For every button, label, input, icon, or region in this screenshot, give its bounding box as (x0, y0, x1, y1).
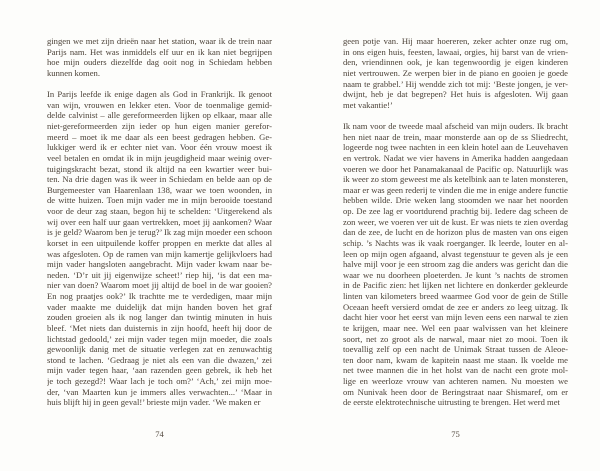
text-line: lige en weerloze vrouw van achteren namen. Nu moesten we (343, 376, 568, 386)
page-number-left: 74 (155, 429, 164, 439)
text-line: mijn vader hangsloten aangebracht. Mijn vader kwam naar be- (47, 259, 272, 270)
text-line: Parijs nam. Het was inmiddels elf uur en ik kan niet begrijpen (47, 46, 272, 57)
text-line: hen niet naar de trein, maar monsterde aan op de ss Sliedrecht, (343, 131, 568, 142)
text-line: de eerste elektrotechnische uitrusting te brengen. Het werd met (343, 397, 560, 408)
text-line: dwijnt, heb je dat begrepen? Het huis is afgesloten. Wij gaan (343, 89, 568, 100)
text-line: toevallig zelf op een nacht de Unimak Straat tussen de Aleoe- (343, 344, 568, 355)
text-line: om Nunivak heen door de Beringstraat naar Shismaref, om er (343, 386, 568, 397)
text-line: dacht hier voor het eerst van mijn leven eens een narwal te zien (343, 312, 568, 323)
text-line: op. De zee lag er voortdurend prachtig bij. Iedere dag scheen de (343, 206, 568, 216)
text-line: waar we nu doorheen ploeterden. Je kunt ’s nachts de stromen (343, 269, 568, 280)
text-line: hoe mijn ouders diezelfde dag ooit nog in Schiedam hebben (47, 57, 272, 68)
text-line: voor de deur zag staan, begon hij te schelden: ‘Uitgerekend als (47, 206, 272, 216)
paragraph (47, 89, 272, 408)
text-line: gingen we met zijn drieën naar het station, waar ik de trein naar (47, 36, 272, 46)
text-line: meerd – moet ik me daar als een beest gedragen hebben. Ge- (47, 131, 272, 142)
paragraph (343, 121, 568, 408)
book-page-right (343, 36, 568, 456)
text-line: veel betalen en omdat ik in mijn jeugdigheid maar weinig over- (47, 152, 272, 163)
text-line: schip. ’s Nachts was ik vaak roerganger. Ik leerde, louter en al- (343, 237, 568, 248)
text-line: mijn vader tegen haar, ‘aan razenden geen gebrek, ik heb het (47, 365, 272, 376)
text-line: den, vriendinnen ook, je kan tegenwoordig je eigen kinderen (343, 57, 568, 68)
text-line: kunnen komen. (47, 67, 100, 78)
text-line: leen op mijn ogen afgaand, alvast tegenstuur te geven als je een (343, 248, 568, 259)
text-line: zouden groeien als ik nog langer dan twintig minuten in huis (47, 312, 272, 323)
text-line: tuigingskracht bezat, stond ik altijd na een kwartier weer bui- (47, 163, 272, 174)
text-line: en vertrok. Nadat we vier havens in Amerika hadden aangedaan (343, 152, 568, 163)
text-line: lichtstad gedoold,’ zei mijn vader tegen mijn moeder, die zoals (47, 333, 272, 344)
text-line: van wijn, vrouwen en lekker eten. Voor de toenmalige gemid- (47, 99, 272, 110)
text-line: stond te lachen. ‘Gedraag je niet als een van die dwazen,’ zei (47, 354, 272, 365)
text-line: gewoonlijk danig met de situatie verlegen zat en zenuwachtig (47, 344, 272, 355)
text-line: huis blijft hij in geen geval!’ brieste mijn vader. ‘We maken er (47, 397, 261, 408)
text-line: je toch gezegd?! Waar lach je toch om?’ ‘Ach,’ zei mijn moe- (47, 376, 272, 386)
text-line: met vakantie!’ (343, 99, 393, 110)
text-line: In Parijs leefde ik enige dagen als God in Frankrijk. Ik genoot (47, 89, 272, 100)
text-line: hebben wilde. Drie weken lang stoomden we naar het noorden (343, 195, 568, 206)
text-line: nier van doen? Waarom moet jij altijd de boel in de war gooien? (47, 280, 272, 291)
text-line: in de Pacific zien: het lijken net lichtere en donkerder gekleurde (343, 280, 568, 291)
text-line: de witte huizen. Toen mijn vader me in mijn berooide toestand (47, 195, 272, 206)
text-line: geen potje van. Hij maar hoereren, zeker achter onze rug om, (343, 36, 568, 46)
text-line: delde calvinist – alle gereformeerden lijken op elkaar, maar alle (47, 110, 272, 121)
text-line: ik weer zo stom geweest me als ketelbink aan te laten monsteren, (343, 174, 568, 185)
paragraph (343, 36, 568, 110)
text-line: wij over een half uur gaan vertrekken, moet jij aankomen? Waar (47, 216, 272, 227)
text-line: ten door nam, kwam de kapitein naast me staan. Ik voelde me (343, 354, 568, 365)
text-line: was afgesloten. Op de ramen van mijn kamertje gelijkvloers had (47, 248, 272, 259)
text-line: bleef. ‘Met niets dan duisternis in zijn hoofd, heeft hij door de (47, 322, 272, 333)
text-line: lukkiger werd ik er echter niet van. Voor één vrouw moest ik (47, 142, 272, 153)
text-line: der, ‘van Maarten kun je immers alles verwachten...’ ‘Maar in (47, 386, 272, 397)
text-line: zon weer, we voeren ver uit de kust. Er was niets te zien overdag (343, 216, 568, 227)
text-line: En nog praatjes ook?’ Ik trachtte me te verdedigen, maar mijn (47, 291, 272, 301)
text-line: vader maakte me duidelijk dat mijn handen boven het graf (47, 301, 272, 312)
text-line: niet vertrouwen. Ze werpen bier in de piano en gooien je goede (343, 67, 568, 78)
paragraph (47, 36, 272, 79)
text-line: in ons eigen huis, feesten, lawaai, orgies, hij barst van de vrien- (343, 46, 568, 57)
text-line: naam te grabbel.’ Hij wendde zich tot mij: ‘Beste jongen, je ver- (343, 78, 568, 89)
text-line: linten van kilometers breed waarmee God voor de gein de Stille (343, 291, 568, 301)
page-number-right: 75 (451, 429, 460, 439)
text-line: maar er was geen rederij te vinden die me in enige andere functie (343, 184, 568, 195)
text-line: korset in een uitpuilende koffer proppen en merkte dat alles al (47, 237, 272, 248)
text-line: te krijgen, maar nee. Wel een paar walvissen van het kleinere (343, 322, 568, 333)
page-text-left (47, 36, 272, 408)
text-line: is je geld? Waarom ben je terug?’ Ik zag mijn moeder een schoon (47, 227, 272, 238)
text-line: soort, net zo groot als de narwal, maar niet zo mooi. Toen ik (343, 333, 568, 344)
text-line: Ik nam voor de tweede maal afscheid van mijn ouders. Ik bracht (343, 121, 568, 131)
text-line: logeerde nog twee nachten in een klein hotel aan de Leuvehaven (343, 142, 568, 153)
book-page-left (47, 36, 272, 456)
text-line: halve mijl voor je een stroom zag die anders was gericht dan die (343, 259, 568, 270)
text-line: niet-gereformeerden zijn ieder op hun eigen manier gerefor- (47, 121, 272, 131)
text-line: neden. ‘D’r uit jij eigenwijze scheet!’ riep hij, ‘is dat een ma- (47, 269, 272, 280)
text-line: net twee mannen die in het holst van de nacht een grote mol- (343, 365, 568, 376)
text-line: dan de zee, de lucht en de horizon plus de masten van ons eigen (343, 227, 568, 238)
text-line: voeren we door het Panamakanaal de Pacific op. Natuurlijk was (343, 163, 568, 174)
text-line: Burgemeester van Haarenlaan 138, waar we toen woonden, in (47, 184, 272, 195)
page-text-right (343, 36, 568, 408)
text-line: Oceaan heeft versierd omdat de zee er anders zo leeg uitzag. Ik (343, 301, 568, 312)
text-line: ten. Na drie dagen was ik weer in Schiedam en belde aan op de (47, 174, 272, 185)
